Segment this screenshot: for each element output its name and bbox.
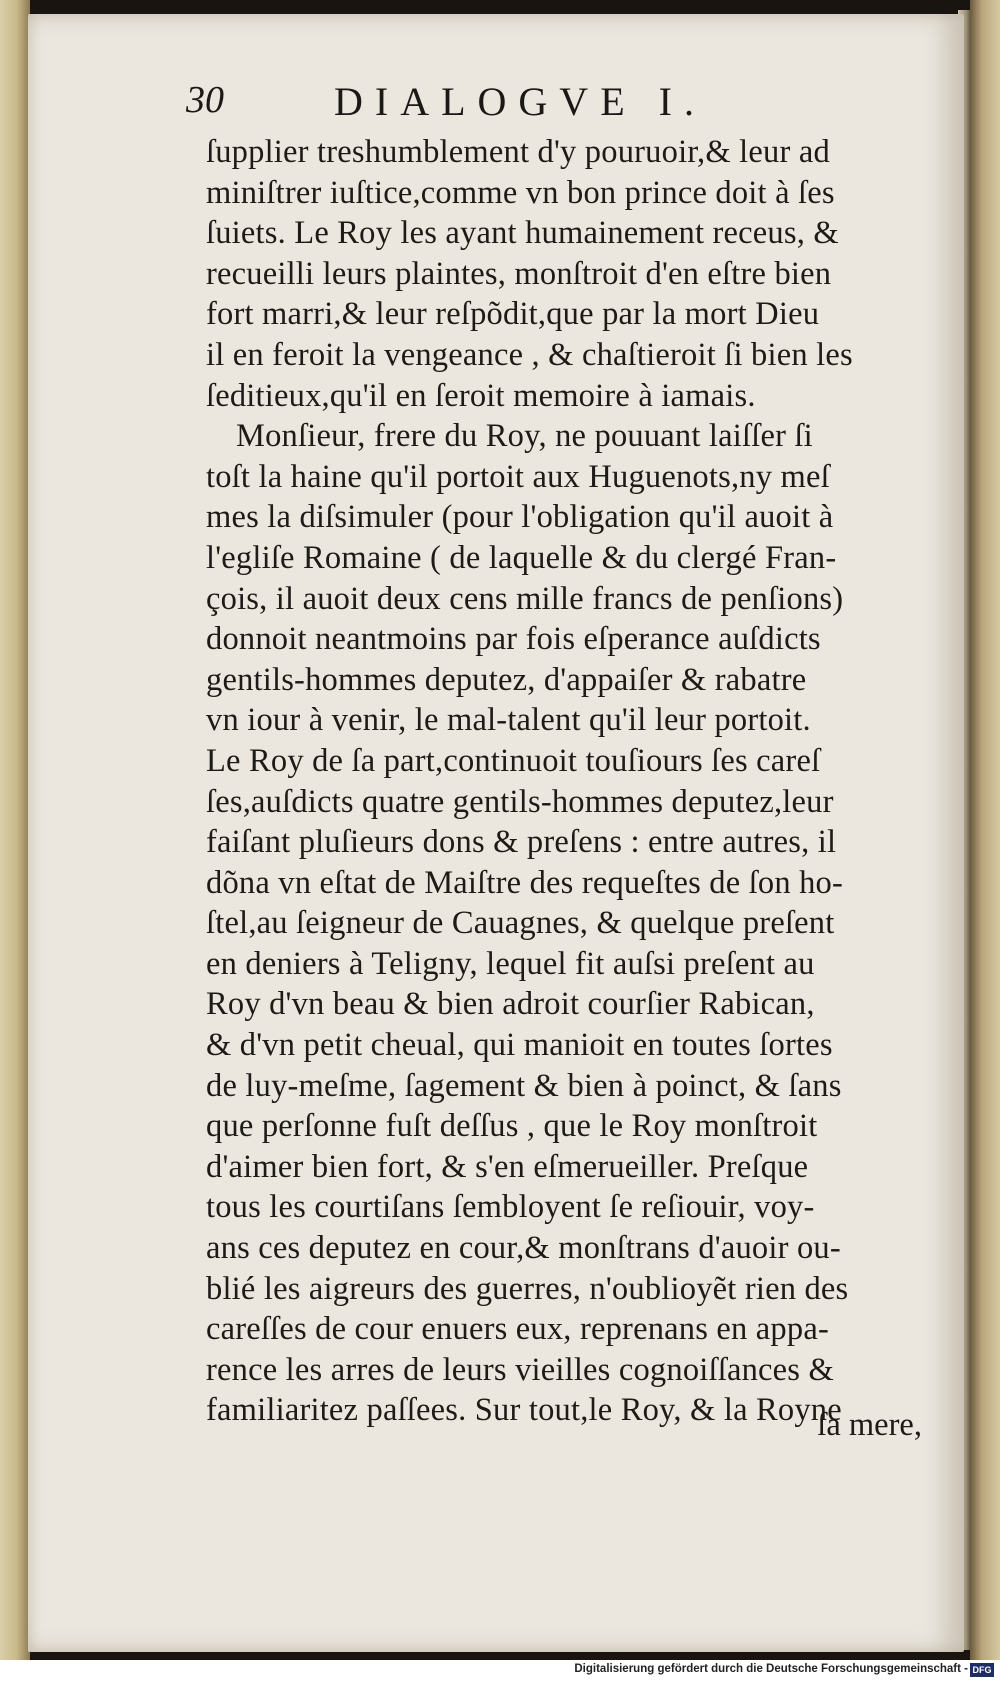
page-header (186, 72, 746, 132)
text-line: ans ces deputez en cour,& monſtrans d'auoir ou- (206, 1230, 841, 1267)
text-line: ſes,auſdicts quatre gentils-hommes deputez,leur (206, 783, 834, 820)
text-line: blié les aigreurs des guerres, n'oublioyẽt rien des (206, 1270, 849, 1307)
text-line: ſeditieux,qu'il en ſeroit memoire à iamais. (206, 377, 756, 414)
text-line: ſupplier treshumblement d'y pouruoir,& leur ad (206, 134, 830, 170)
text-line: miniſtrer iuſtice,comme vn bon prince doit à ſes (206, 174, 835, 211)
text-line: l'egliſe Romaine ( de laquelle & du clergé Fran- (206, 539, 837, 576)
digitization-credit: Digitalisierung gefördert durch die Deutsche Forschungsgemeinschaft - (574, 1663, 968, 1675)
text-line: & d'vn petit cheual, qui manioit en toutes ſortes (206, 1027, 833, 1064)
text-line: careſſes de cour enuers eux, reprenans en appa- (206, 1311, 829, 1348)
text-line: il en feroit la vengeance , & chaſtieroit ſi bien les (206, 336, 853, 373)
text-line: recueilli leurs plaintes, monſtroit d'en eſtre bien (206, 255, 832, 292)
text-line: ſuiets. Le Roy les ayant humainement receus, & (206, 215, 839, 252)
text-line: çois, il auoit deux cens mille francs de penſions) (206, 580, 844, 617)
text-line: vn iour à venir, le mal-talent qu'il leur portoit. (206, 702, 811, 739)
text-line: Le Roy de ſa part,continuoit touſiours ſes careſ (206, 742, 821, 779)
book-cover-right-edge (970, 0, 1000, 1660)
book-cover-left-edge (0, 0, 30, 1660)
text-line: mes la diſsimuler (pour l'obligation qu'il auoit à (206, 499, 834, 536)
text-line: rence les arres de leurs vieilles cognoiſſances & (206, 1351, 834, 1388)
text-line: de luy-meſme, ſagement & bien à poinct, & ſans (206, 1067, 842, 1104)
page-number: 30 (186, 79, 224, 121)
text-line: familiaritez paſſees. Sur tout,le Roy, & la Royne (206, 1392, 842, 1429)
text-line: que perſonne fuſt deſſus , que le Roy monſtroit (206, 1108, 818, 1145)
text-line: donnoit neantmoins par fois eſperance auſdicts (206, 621, 821, 658)
text-line: faiſant pluſieurs dons & preſens : entre autres, il (206, 824, 837, 861)
text-line: gentils-hommes deputez, d'appaiſer & rabatre (206, 661, 807, 698)
running-head: DIALOGVE I. (334, 79, 706, 124)
footer-bar (0, 1660, 1000, 1681)
text-line: Roy d'vn beau & bien adroit courſier Rabican, (206, 986, 815, 1023)
body-text (206, 132, 932, 1431)
text-line: ſtel,au ſeigneur de Cauagnes, & quelque preſent (206, 905, 835, 942)
text-line: dõna vn eſtat de Maiſtre des requeſtes de ſon ho- (206, 864, 844, 901)
text-line-paragraph-start: Monſieur, frere du Roy, ne pouuant laiſſer ſi (236, 418, 813, 455)
text-line: tous les courtiſans ſembloyent ſe reſiouir, voy- (206, 1189, 815, 1226)
text-line: d'aimer bien fort, & s'en eſmerueiller. Preſque (206, 1148, 809, 1185)
text-line: en deniers à Teligny, lequel fit auſsi preſent au (206, 945, 815, 982)
catchword: ſa mere, (817, 1407, 922, 1443)
text-line: fort marri,& leur reſpõdit,que par la mort Dieu (206, 296, 820, 333)
text-line: toſt la haine qu'il portoit aux Huguenots,ny meſ (206, 458, 830, 495)
dfg-logo-icon: DFG (970, 1663, 994, 1677)
